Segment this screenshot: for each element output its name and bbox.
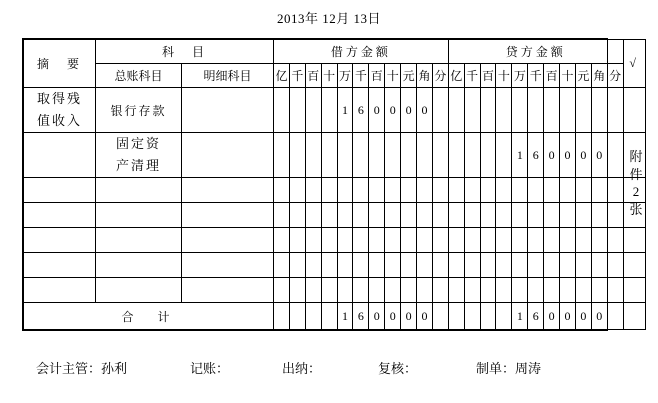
row-credit-digit-7[interactable] — [560, 203, 576, 228]
row-credit-digit-10[interactable] — [607, 88, 623, 133]
row-credit-digit-0[interactable] — [448, 228, 464, 253]
attachment-note: 附件 2 张 — [629, 149, 643, 217]
row-credit-digit-3[interactable] — [496, 253, 512, 278]
row-credit-digit-6[interactable] — [544, 278, 560, 303]
row-detail-ledger[interactable] — [182, 133, 274, 178]
voucher-table — [23, 39, 646, 330]
row-debit-digit-6[interactable] — [369, 228, 385, 253]
row-debit-digit-3[interactable] — [321, 178, 337, 203]
row-credit-digit-5[interactable] — [528, 88, 544, 133]
row-debit-digit-9[interactable] — [417, 228, 433, 253]
row-general-ledger[interactable] — [96, 253, 182, 278]
table-row[interactable] — [24, 253, 646, 278]
row-debit-digit-6[interactable]: 0 — [369, 88, 385, 133]
row-credit-digit-2[interactable] — [480, 253, 496, 278]
row-debit-digit-7[interactable] — [385, 278, 401, 303]
row-debit-digit-9[interactable]: 0 — [417, 88, 433, 133]
row-summary[interactable] — [24, 278, 96, 303]
row-credit-digit-2[interactable] — [480, 133, 496, 178]
row-credit-digit-1[interactable] — [464, 178, 480, 203]
row-check-mark[interactable] — [623, 228, 645, 253]
header-digit-credit-9: 角 — [591, 64, 607, 88]
table-row[interactable] — [24, 203, 646, 228]
row-debit-digit-8[interactable]: 0 — [401, 88, 417, 133]
row-credit-digit-1[interactable] — [464, 203, 480, 228]
row-debit-digit-2[interactable] — [305, 203, 321, 228]
row-credit-digit-8[interactable]: 0 — [575, 133, 591, 178]
row-debit-digit-5[interactable] — [353, 203, 369, 228]
header-digit-credit-6: 百 — [544, 64, 560, 88]
header-digit-credit-3: 十 — [496, 64, 512, 88]
row-credit-digit-1[interactable] — [464, 253, 480, 278]
row-general-ledger[interactable] — [96, 278, 182, 303]
total-credit-digit-9: 0 — [591, 303, 607, 330]
total-debit-digit-10 — [432, 303, 448, 330]
header-credit-amount: 贷方金额 — [448, 40, 623, 64]
table-header-row-2 — [24, 64, 646, 88]
table-row[interactable] — [24, 278, 646, 303]
row-credit-digit-8[interactable] — [575, 253, 591, 278]
row-debit-digit-3[interactable] — [321, 133, 337, 178]
row-credit-digit-7[interactable] — [560, 253, 576, 278]
row-credit-digit-10[interactable] — [607, 133, 623, 178]
row-check-mark[interactable] — [623, 88, 645, 133]
row-credit-digit-10[interactable] — [607, 178, 623, 203]
row-debit-digit-3[interactable] — [321, 253, 337, 278]
row-summary[interactable] — [24, 203, 96, 228]
row-credit-digit-6[interactable] — [544, 88, 560, 133]
row-debit-digit-1[interactable] — [289, 278, 305, 303]
header-digit-credit-8: 元 — [575, 64, 591, 88]
row-credit-digit-3[interactable] — [496, 228, 512, 253]
row-credit-digit-9[interactable]: 0 — [591, 133, 607, 178]
header-digit-debit-3: 十 — [321, 64, 337, 88]
row-credit-digit-8[interactable] — [575, 178, 591, 203]
row-credit-digit-7[interactable] — [560, 228, 576, 253]
row-debit-digit-2[interactable] — [305, 88, 321, 133]
row-debit-digit-8[interactable] — [401, 203, 417, 228]
row-summary-line2: 值收入 — [36, 113, 82, 129]
row-summary[interactable] — [24, 88, 96, 133]
row-debit-digit-7[interactable] — [385, 133, 401, 178]
row-credit-digit-10[interactable] — [607, 253, 623, 278]
row-credit-digit-9[interactable] — [591, 278, 607, 303]
row-credit-digit-7[interactable] — [560, 178, 576, 203]
row-debit-digit-0[interactable] — [274, 278, 290, 303]
row-credit-digit-6[interactable] — [544, 178, 560, 203]
header-check-mark: √ — [623, 40, 645, 88]
total-row — [24, 303, 646, 330]
row-credit-digit-5[interactable] — [528, 278, 544, 303]
row-detail-ledger[interactable] — [182, 178, 274, 203]
total-credit-digit-8: 0 — [575, 303, 591, 330]
header-digit-credit-1: 千 — [464, 64, 480, 88]
row-debit-digit-5[interactable] — [353, 178, 369, 203]
table-row[interactable] — [24, 88, 646, 133]
header-digit-credit-5: 千 — [528, 64, 544, 88]
row-debit-digit-9[interactable] — [417, 178, 433, 203]
row-debit-digit-8[interactable] — [401, 228, 417, 253]
row-debit-digit-7[interactable] — [385, 228, 401, 253]
row-credit-digit-3[interactable] — [496, 178, 512, 203]
row-credit-digit-7[interactable]: 0 — [560, 133, 576, 178]
row-check-mark[interactable] — [623, 253, 645, 278]
row-debit-digit-4[interactable]: 1 — [337, 88, 353, 133]
row-debit-digit-1[interactable] — [289, 203, 305, 228]
row-credit-digit-3[interactable] — [496, 203, 512, 228]
row-debit-digit-0[interactable] — [274, 228, 290, 253]
row-debit-digit-2[interactable] — [305, 253, 321, 278]
row-debit-digit-0[interactable] — [274, 133, 290, 178]
header-digit-debit-4: 万 — [337, 64, 353, 88]
row-debit-digit-2[interactable] — [305, 228, 321, 253]
row-credit-digit-3[interactable] — [496, 278, 512, 303]
row-debit-digit-6[interactable] — [369, 253, 385, 278]
row-credit-digit-9[interactable] — [591, 253, 607, 278]
row-credit-digit-4[interactable]: 1 — [512, 133, 528, 178]
row-detail-ledger[interactable] — [182, 88, 274, 133]
row-credit-digit-3[interactable] — [496, 133, 512, 178]
row-debit-digit-8[interactable] — [401, 278, 417, 303]
row-summary[interactable] — [24, 133, 96, 178]
header-summary: 摘 要 — [24, 40, 96, 88]
row-credit-digit-6[interactable] — [544, 203, 560, 228]
header-digit-debit-9: 角 — [417, 64, 433, 88]
total-debit-digit-8: 0 — [401, 303, 417, 330]
row-debit-digit-3[interactable] — [321, 88, 337, 133]
row-general-ledger-line1: 固定资 — [115, 136, 161, 152]
row-credit-digit-9[interactable] — [591, 228, 607, 253]
row-debit-digit-9[interactable] — [417, 133, 433, 178]
header-detail-ledger: 明细科目 — [182, 64, 274, 88]
row-credit-digit-1[interactable] — [464, 133, 480, 178]
row-debit-digit-0[interactable] — [274, 178, 290, 203]
row-summary-line1: 取得残 — [36, 91, 82, 106]
cashier-field: 出纳： — [282, 361, 322, 376]
row-detail-ledger[interactable] — [182, 203, 274, 228]
row-debit-digit-7[interactable] — [385, 253, 401, 278]
row-credit-digit-10[interactable] — [607, 278, 623, 303]
row-credit-digit-0[interactable] — [448, 88, 464, 133]
row-general-ledger-line2: 产清理 — [115, 158, 161, 174]
total-check-mark — [623, 303, 645, 330]
row-credit-digit-5[interactable]: 6 — [528, 133, 544, 178]
row-debit-digit-0[interactable] — [274, 253, 290, 278]
row-debit-digit-9[interactable] — [417, 253, 433, 278]
row-debit-digit-3[interactable] — [321, 278, 337, 303]
row-check-mark[interactable] — [623, 278, 645, 303]
row-debit-digit-2[interactable] — [305, 133, 321, 178]
row-credit-digit-4[interactable] — [512, 253, 528, 278]
voucher-date: 2013年 12月 13日 — [276, 11, 381, 26]
row-credit-digit-4[interactable] — [512, 203, 528, 228]
row-debit-digit-4[interactable] — [337, 228, 353, 253]
row-credit-digit-0[interactable] — [448, 278, 464, 303]
row-credit-digit-4[interactable] — [512, 178, 528, 203]
row-credit-digit-1[interactable] — [464, 88, 480, 133]
row-credit-digit-4[interactable] — [512, 278, 528, 303]
row-credit-digit-6[interactable]: 0 — [544, 133, 560, 178]
row-credit-digit-8[interactable] — [575, 278, 591, 303]
row-debit-digit-1[interactable] — [289, 228, 305, 253]
row-debit-digit-5[interactable] — [353, 278, 369, 303]
row-credit-digit-0[interactable] — [448, 203, 464, 228]
row-debit-digit-9[interactable] — [417, 278, 433, 303]
accountant-label: 会计主管： — [36, 361, 102, 376]
total-credit-digit-10 — [607, 303, 623, 330]
row-credit-digit-2[interactable] — [480, 278, 496, 303]
total-label: 合 计 — [24, 303, 274, 330]
header-digit-credit-2: 百 — [480, 64, 496, 88]
header-digit-debit-5: 千 — [353, 64, 369, 88]
row-debit-digit-9[interactable] — [417, 203, 433, 228]
header-subject: 科 目 — [96, 40, 274, 64]
row-debit-digit-5[interactable] — [353, 228, 369, 253]
row-debit-digit-5[interactable] — [353, 133, 369, 178]
total-credit-digit-6: 0 — [544, 303, 560, 330]
row-debit-digit-7[interactable]: 0 — [385, 88, 401, 133]
row-debit-digit-1[interactable] — [289, 133, 305, 178]
row-credit-digit-1[interactable] — [464, 278, 480, 303]
row-credit-digit-9[interactable] — [591, 178, 607, 203]
row-debit-digit-0[interactable] — [274, 88, 290, 133]
row-credit-digit-3[interactable] — [496, 88, 512, 133]
row-detail-ledger[interactable] — [182, 278, 274, 303]
row-detail-ledger[interactable] — [182, 253, 274, 278]
accountant-field — [36, 358, 127, 377]
row-credit-digit-6[interactable] — [544, 228, 560, 253]
row-debit-digit-4[interactable] — [337, 133, 353, 178]
row-general-ledger[interactable] — [96, 133, 182, 178]
row-debit-digit-1[interactable] — [289, 253, 305, 278]
row-debit-digit-2[interactable] — [305, 178, 321, 203]
row-debit-digit-0[interactable] — [274, 203, 290, 228]
table-row[interactable] — [24, 178, 646, 203]
total-debit-digit-2 — [305, 303, 321, 330]
row-credit-digit-2[interactable] — [480, 203, 496, 228]
row-debit-digit-3[interactable] — [321, 203, 337, 228]
total-debit-digit-6: 0 — [369, 303, 385, 330]
row-debit-digit-7[interactable] — [385, 178, 401, 203]
row-credit-digit-0[interactable] — [448, 253, 464, 278]
row-credit-digit-8[interactable] — [575, 88, 591, 133]
total-debit-digit-4: 1 — [337, 303, 353, 330]
header-general-ledger: 总账科目 — [96, 64, 182, 88]
row-debit-digit-6[interactable] — [369, 133, 385, 178]
accountant-value: 孙利 — [101, 361, 128, 376]
preparer-value: 周涛 — [515, 361, 542, 376]
total-debit-digit-9: 0 — [417, 303, 433, 330]
header-digit-credit-0: 亿 — [448, 64, 464, 88]
table-header-row-1 — [24, 40, 646, 64]
header-digit-debit-8: 元 — [401, 64, 417, 88]
header-digit-debit-0: 亿 — [274, 64, 290, 88]
row-debit-digit-4[interactable] — [337, 253, 353, 278]
row-general-ledger[interactable]: 银行存款 — [96, 88, 182, 133]
table-row[interactable] — [24, 133, 646, 178]
bookkeeper-field: 记账： — [190, 361, 230, 376]
row-credit-digit-10[interactable] — [607, 203, 623, 228]
row-debit-digit-6[interactable] — [369, 178, 385, 203]
row-debit-digit-8[interactable] — [401, 178, 417, 203]
total-debit-digit-1 — [289, 303, 305, 330]
header-digit-debit-10: 分 — [432, 64, 448, 88]
row-general-ledger[interactable] — [96, 178, 182, 203]
header-debit-amount: 借方金额 — [274, 40, 449, 64]
row-debit-digit-5[interactable] — [353, 253, 369, 278]
row-debit-digit-8[interactable] — [401, 133, 417, 178]
row-credit-digit-5[interactable] — [528, 178, 544, 203]
total-debit-digit-3 — [321, 303, 337, 330]
row-credit-digit-10[interactable] — [607, 228, 623, 253]
row-credit-digit-2[interactable] — [480, 88, 496, 133]
row-debit-digit-4[interactable] — [337, 278, 353, 303]
row-debit-digit-10[interactable] — [432, 203, 448, 228]
total-credit-digit-0 — [448, 303, 464, 330]
row-detail-ledger[interactable] — [182, 228, 274, 253]
row-debit-digit-5[interactable]: 6 — [353, 88, 369, 133]
total-credit-digit-3 — [496, 303, 512, 330]
total-debit-digit-7: 0 — [385, 303, 401, 330]
row-debit-digit-10[interactable] — [432, 178, 448, 203]
row-credit-digit-4[interactable] — [512, 88, 528, 133]
row-summary[interactable] — [24, 228, 96, 253]
row-debit-digit-10[interactable] — [432, 278, 448, 303]
row-debit-digit-6[interactable] — [369, 203, 385, 228]
row-credit-digit-2[interactable] — [480, 178, 496, 203]
row-credit-digit-5[interactable] — [528, 228, 544, 253]
header-digit-credit-4: 万 — [512, 64, 528, 88]
row-debit-digit-2[interactable] — [305, 278, 321, 303]
row-debit-digit-6[interactable] — [369, 278, 385, 303]
row-general-ledger[interactable] — [96, 228, 182, 253]
row-credit-digit-0[interactable] — [448, 178, 464, 203]
total-credit-digit-4: 1 — [512, 303, 528, 330]
row-debit-digit-10[interactable] — [432, 253, 448, 278]
row-debit-digit-4[interactable] — [337, 203, 353, 228]
row-credit-digit-9[interactable] — [591, 88, 607, 133]
row-credit-digit-2[interactable] — [480, 228, 496, 253]
row-credit-digit-4[interactable] — [512, 228, 528, 253]
header-digit-credit-7: 十 — [560, 64, 576, 88]
header-digit-debit-7: 十 — [385, 64, 401, 88]
row-credit-digit-7[interactable] — [560, 88, 576, 133]
row-debit-digit-10[interactable] — [432, 88, 448, 133]
row-credit-digit-8[interactable] — [575, 228, 591, 253]
reviewer-field: 复核： — [378, 361, 418, 376]
table-row[interactable] — [24, 228, 646, 253]
row-debit-digit-1[interactable] — [289, 178, 305, 203]
row-debit-digit-4[interactable] — [337, 178, 353, 203]
preparer-label: 制单： — [476, 361, 516, 376]
header-digit-credit-10: 分 — [607, 64, 623, 88]
total-credit-digit-1 — [464, 303, 480, 330]
header-digit-debit-2: 百 — [305, 64, 321, 88]
row-credit-digit-0[interactable] — [448, 133, 464, 178]
total-debit-digit-5: 6 — [353, 303, 369, 330]
row-credit-digit-1[interactable] — [464, 228, 480, 253]
row-debit-digit-8[interactable] — [401, 253, 417, 278]
total-credit-digit-5: 6 — [528, 303, 544, 330]
preparer-field — [476, 358, 541, 377]
total-credit-digit-2 — [480, 303, 496, 330]
row-debit-digit-1[interactable] — [289, 88, 305, 133]
total-debit-digit-0 — [274, 303, 290, 330]
row-credit-digit-6[interactable] — [544, 253, 560, 278]
header-digit-debit-6: 百 — [369, 64, 385, 88]
row-general-ledger[interactable] — [96, 203, 182, 228]
row-credit-digit-8[interactable] — [575, 203, 591, 228]
row-credit-digit-5[interactable] — [528, 203, 544, 228]
row-summary[interactable] — [24, 253, 96, 278]
row-summary[interactable] — [24, 178, 96, 203]
row-debit-digit-7[interactable] — [385, 203, 401, 228]
row-debit-digit-10[interactable] — [432, 228, 448, 253]
row-debit-digit-3[interactable] — [321, 228, 337, 253]
row-debit-digit-10[interactable] — [432, 133, 448, 178]
header-digit-debit-1: 千 — [289, 64, 305, 88]
row-credit-digit-7[interactable] — [560, 278, 576, 303]
row-credit-digit-5[interactable] — [528, 253, 544, 278]
total-credit-digit-7: 0 — [560, 303, 576, 330]
row-credit-digit-9[interactable] — [591, 203, 607, 228]
